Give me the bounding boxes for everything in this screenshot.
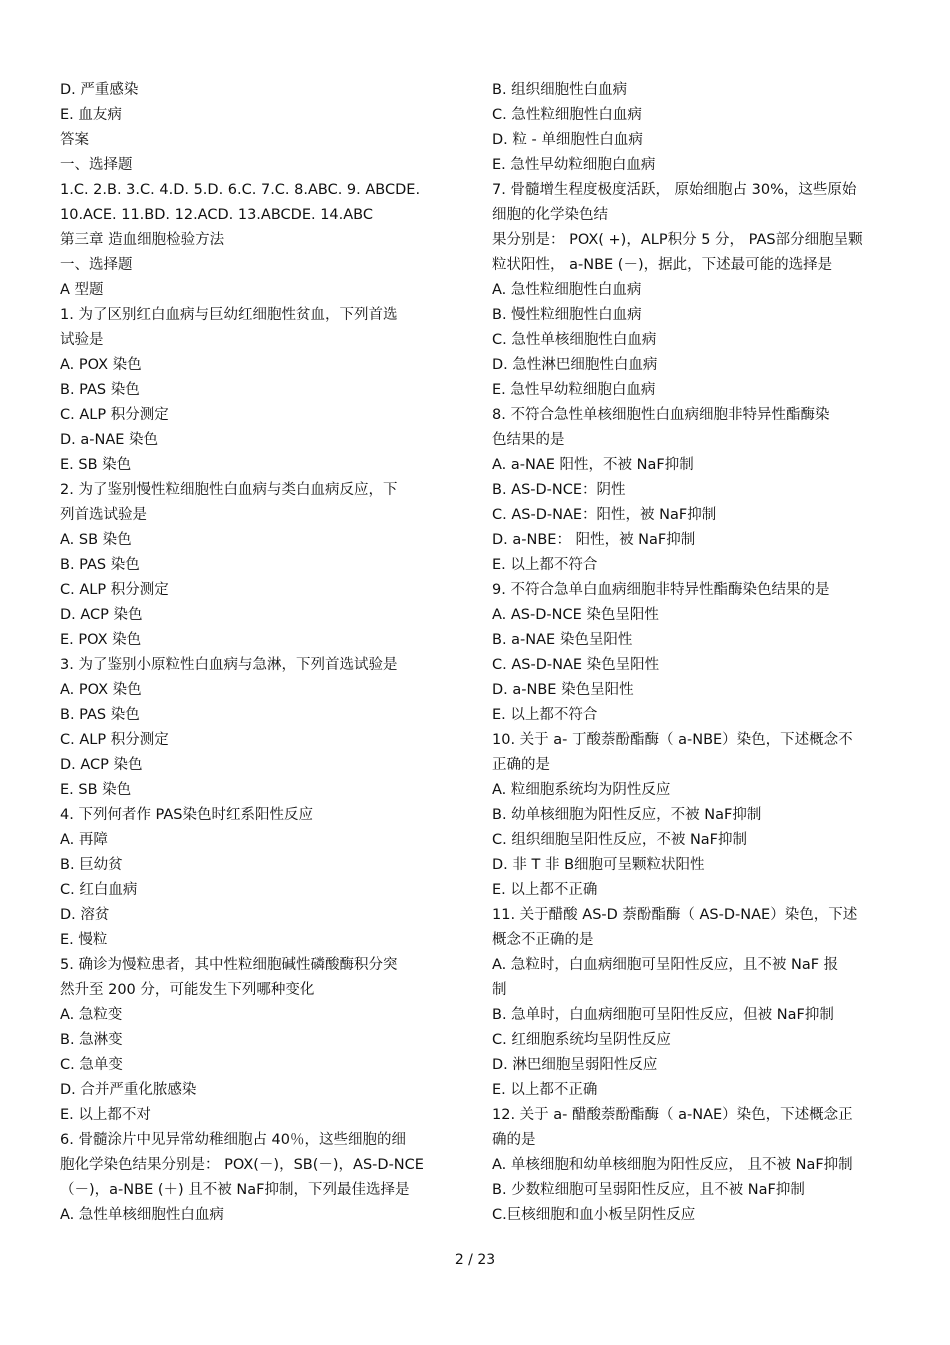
left-column-line: A. 急性单核细胞性白血病 [60, 1207, 224, 1223]
right-column-line: A. 单核细胞和幼单核细胞为阳性反应， 且不被 NaF抑制 [492, 1157, 853, 1173]
left-column-line: 1.C. 2.B. 3.C. 4.D. 5.D. 6.C. 7.C. 8.ABC. 9. ABCDE. [60, 182, 421, 198]
left-column-line: 1. 为了区别红白血病与巨幼红细胞性贫血，下列首选 [60, 307, 398, 323]
left-column-line: E. SB 染色 [60, 457, 132, 473]
right-column-line: 9. 不符合急单白血病细胞非特异性酯酶染色结果的是 [492, 582, 830, 598]
left-column-line: 3. 为了鉴别小原粒性白血病与急淋，下列首选试验是 [60, 657, 398, 673]
left-column-line: A. POX 染色 [60, 357, 142, 373]
left-column-line: 4. 下列何者作 PAS染色时红系阳性反应 [60, 807, 313, 823]
right-column-line: D. 急性淋巴细胞性白血病 [492, 357, 658, 373]
left-column-line: A. POX 染色 [60, 682, 142, 698]
left-column-line: 答案 [60, 132, 89, 148]
right-column-line: 概念不正确的是 [492, 932, 594, 948]
right-column [492, 78, 892, 1228]
left-column [60, 78, 480, 1228]
right-column-line: C. AS-D-NAE：阳性，被 NaF抑制 [492, 507, 717, 523]
right-column-line: 正确的是 [492, 757, 550, 773]
right-column-line: 制 [492, 982, 507, 998]
left-column-line: E. 慢粒 [60, 932, 108, 948]
left-column-line: B. PAS 染色 [60, 557, 140, 573]
left-column-line: 一、选择题 [60, 157, 133, 173]
left-column-line: C. 急单变 [60, 1057, 123, 1073]
right-column-line: B. 少数粒细胞可呈弱阳性反应，且不被 NaF抑制 [492, 1182, 805, 1198]
right-column-line: C.巨核细胞和血小板呈阴性反应 [492, 1207, 696, 1223]
left-column-line: 胞化学染色结果分别是： POX(－)，SB(－)，AS-D-NCE [60, 1157, 424, 1173]
left-column-line: C. 红白血病 [60, 882, 138, 898]
right-column-line: C. AS-D-NAE 染色呈阳性 [492, 657, 660, 673]
left-column-line: B. 急淋变 [60, 1032, 123, 1048]
left-column-line: 列首选试验是 [60, 507, 147, 523]
right-column-line: C. 急性粒细胞性白血病 [492, 107, 642, 123]
right-column-line: E. 以上都不正确 [492, 1082, 598, 1098]
left-column-line: A 型题 [60, 282, 104, 298]
right-column-line: C. 红细胞系统均呈阴性反应 [492, 1032, 671, 1048]
right-column-line: A. AS-D-NCE 染色呈阳性 [492, 607, 659, 623]
left-column-line: 第三章 造血细胞检验方法 [60, 232, 225, 248]
left-column-line: （－)，a-NBE (＋) 且不被 NaF抑制，下列最佳选择是 [60, 1182, 410, 1198]
right-column-line: B. 组织细胞性白血病 [492, 82, 628, 98]
left-column-line: D. ACP 染色 [60, 607, 143, 623]
right-column-line: E. 以上都不符合 [492, 557, 598, 573]
right-column-line: E. 急性早幼粒细胞白血病 [492, 157, 656, 173]
right-column-line: A. 急粒时，白血病细胞可呈阳性反应，且不被 NaF 报 [492, 957, 839, 973]
left-column-line: B. PAS 染色 [60, 707, 140, 723]
right-column-line: B. 慢性粒细胞性白血病 [492, 307, 642, 323]
left-column-line: 10.ACE. 11.BD. 12.ACD. 13.ABCDE. 14.ABC [60, 207, 373, 223]
right-column-line: 细胞的化学染色结 [492, 207, 608, 223]
right-column-line: B. AS-D-NCE：阴性 [492, 482, 626, 498]
right-column-line: 色结果的是 [492, 432, 565, 448]
left-column-line: D. 严重感染 [60, 82, 139, 98]
left-column-line: D. ACP 染色 [60, 757, 143, 773]
right-column-line: 确的是 [492, 1132, 536, 1148]
right-column-line: D. 淋巴细胞呈弱阳性反应 [492, 1057, 658, 1073]
left-column-line: D. 合并严重化脓感染 [60, 1082, 197, 1098]
left-column-line: 6. 骨髓涂片中见异常幼稚细胞占 40％，这些细胞的细 [60, 1132, 407, 1148]
left-column-line: C. ALP 积分测定 [60, 732, 169, 748]
right-column-line: C. 急性单核细胞性白血病 [492, 332, 657, 348]
right-column-line: A. a-NAE 阳性，不被 NaF抑制 [492, 457, 694, 473]
right-column-line: 11. 关于醋酸 AS-D 萘酚酯酶（ AS-D-NAE）染色，下述 [492, 907, 858, 923]
left-column-line: E. 血友病 [60, 107, 122, 123]
left-column-line: E. 以上都不对 [60, 1107, 151, 1123]
left-column-line: C. ALP 积分测定 [60, 582, 169, 598]
right-column-line: 果分别是： POX( +)，ALP积分 5 分， PAS部分细胞呈颗 [492, 232, 863, 248]
right-column-line: D. 非 T 非 B细胞可呈颗粒状阳性 [492, 857, 705, 873]
left-column-line: A. 急粒变 [60, 1007, 123, 1023]
right-column-line: C. 组织细胞呈阳性反应，不被 NaF抑制 [492, 832, 748, 848]
left-column-line: D. 溶贫 [60, 907, 110, 923]
left-column-line: E. POX 染色 [60, 632, 142, 648]
right-column-line: 粒状阳性， a-NBE (－)，据此，下述最可能的选择是 [492, 257, 833, 273]
right-column-line: B. 急单时，白血病细胞可呈阳性反应，但被 NaF抑制 [492, 1007, 834, 1023]
left-column-line: 试验是 [60, 332, 104, 348]
right-column-line: E. 急性早幼粒细胞白血病 [492, 382, 656, 398]
right-column-line: 8. 不符合急性单核细胞性白血病细胞非特异性酯酶染 [492, 407, 830, 423]
left-column-line: D. a-NAE 染色 [60, 432, 159, 448]
left-column-line: 一、选择题 [60, 257, 133, 273]
right-column-line: 10. 关于 a- 丁酸萘酚酯酶（ a-NBE）染色，下述概念不 [492, 732, 853, 748]
right-column-line: D. 粒 - 单细胞性白血病 [492, 132, 643, 148]
left-column-line: E. SB 染色 [60, 782, 132, 798]
left-column-line: 然升至 200 分，可能发生下列哪种变化 [60, 982, 315, 998]
right-column-line: D. a-NBE 染色呈阳性 [492, 682, 634, 698]
right-column-line: 12. 关于 a- 醋酸萘酚酯酶（ a-NAE）染色，下述概念正 [492, 1107, 853, 1123]
page-number: 2 / 23 [454, 1252, 496, 1268]
left-column-line: C. ALP 积分测定 [60, 407, 169, 423]
right-column-line: E. 以上都不正确 [492, 882, 598, 898]
left-column-line: B. 巨幼贫 [60, 857, 123, 873]
right-column-line: A. 粒细胞系统均为阴性反应 [492, 782, 671, 798]
left-column-line: 2. 为了鉴别慢性粒细胞性白血病与类白血病反应，下 [60, 482, 398, 498]
right-column-line: E. 以上都不符合 [492, 707, 598, 723]
left-column-line: B. PAS 染色 [60, 382, 140, 398]
left-column-line: 5. 确诊为慢粒患者，其中性粒细胞碱性磷酸酶积分突 [60, 957, 398, 973]
right-column-line: B. a-NAE 染色呈阳性 [492, 632, 633, 648]
right-column-line: B. 幼单核细胞为阳性反应，不被 NaF抑制 [492, 807, 762, 823]
right-column-line: D. a-NBE： 阳性，被 NaF抑制 [492, 532, 696, 548]
right-column-line: A. 急性粒细胞性白血病 [492, 282, 642, 298]
right-column-line: 7. 骨髓增生程度极度活跃， 原始细胞占 30%，这些原始 [492, 182, 857, 198]
left-column-line: A. SB 染色 [60, 532, 132, 548]
left-column-line: A. 再障 [60, 832, 108, 848]
